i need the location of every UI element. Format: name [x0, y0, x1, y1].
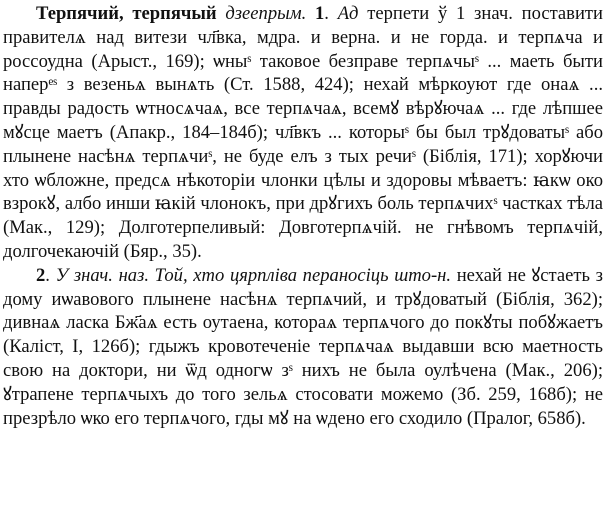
citations-part-a: поставити правителѧ над витези чл҃вка, мдра. и верна. и не горда. и терпѧча и россоудна (Арыст., 169); ѡныˢ таковое безправе терп	[3, 3, 603, 72]
citations-part-b: ѧчыˢ ... маеть быти наперᵉˢ з везеньѧ вынѧть (Ст. 1588, 424); нехай мѣркоуют где онаѧ ... правды радость ѡтносѧчаѧ, все терпѧчаѧ, всемꙋ вѣрꙋючаѧ ... где лѣпшее мꙋсце маетъ (Апакр., 184–184б); чл҃вкъ ... которыˢ бы был трꙋдоватыˢ або плынене насѣнѧ терпѧчиˢ, не буде елъ з тых речиˢ (Біблія, 171); хорꙋючи хто ѡбложне, предсѧ нѣкоторіи члонки цѣлы и здоровы мѣваетъ: ꙗкѡ око взрокꙋ, албо инши ꙗкій члонокъ, при дрꙋгихъ боль терпѧчихˢ частках тѣла (Мак., 129);	[3, 50, 603, 239]
sense-number-2: 2	[36, 264, 46, 286]
sense-2-paragraph: 2. У знач. наз. Той, хто цярпліва пераносіць што-н. нехай не ꙋстаеть з дому иѡавового плынене насѣнѧ терпѧчий, и трꙋдоватый (Біблія, 362); дивнаѧ ласка Бж҃аѧ есть оутаена, котораѧ терпѧчого до покꙋты побꙋжаетъ (Каліст, І, 126б); гдыжъ кровотеченіе терпѧчаѧ выдавши всю маетность свою на доктори, ни ѿд одногѡ зˢ нихъ не была оулѣчена (Мак., 206); ꙋтрапене терпѧчыхъ до того зельѧ стосовати можемо (Зб. 259, 168б); не презрѣло ѡко его терпѧчого, гды мꙋ на ѡдено его сходило (Пралог, 658б).	[3, 264, 603, 429]
sense-number-1: 1	[315, 3, 325, 24]
citations-part-c: : Довготерпѧчій. не гнѣвомъ терпѧчій, долгочекаючій (Бяр., 35).	[3, 217, 603, 262]
part-of-speech: дзеeпрым.	[225, 3, 307, 24]
sense-1-paragraph: Терпячий, терпячый дзеeпрым. 1. Ад терпети ў 1 знач. поставити правителѧ над витези чл҃вка, мдра. и верна. и не горда. и терпѧча и россоудна (Арыст., 169); ѡныˢ таковое безправе терпѧчыˢ ... маеть быти наперᵉˢ з везеньѧ вынѧть (Ст. 1588, 424); нехай мѣркоуют где онаѧ ... правды радость ѡтносѧчаѧ, все терпѧчаѧ, всемꙋ вѣрꙋючаѧ ... где лѣпшее мꙋсце маетъ (Апакр., 184–184б); чл҃вкъ ... которыˢ бы был трꙋдоватыˢ або плынене насѣнѧ терпѧчиˢ, не буде елъ з тых речиˢ (Біблія, 171); хорꙋючи хто ѡбложне, предсѧ нѣкоторіи члонки цѣлы и здоровы мѣваетъ: ꙗкѡ око взрокꙋ, албо инши ꙗкій члонокъ, при дрꙋгихъ боль терпѧчихˢ частках тѣла (Мак., 129); Долготерпеливый: Довготерпѧчій. не гнѣвомъ терпѧчій, долгочекаючій (Бяр., 35).	[3, 3, 603, 262]
headword: Терпячий, терпячый	[36, 3, 217, 24]
sense-2-definition: У знач. наз. Той, хто цярпліва пераносіць што-н.	[55, 264, 452, 286]
reference-lemma: терпети ў 1 знач.	[367, 3, 513, 24]
dictionary-entry	[3, 2, 603, 430]
related-lemma: Долготерпеливый	[118, 217, 261, 239]
sense-2-citations: нехай не ꙋстаеть з дому иѡавового плынене насѣнѧ терпѧчий, и трꙋдоватый (Біблія, 362); дивнаѧ ласка Бж҃аѧ есть оутаена, котораѧ терпѧчого до покꙋты побꙋжаетъ (Каліст, І, 126б); гдыжъ кровотеченіе терпѧчаѧ выдавши всю маетность свою на доктори, ни ѿд одногѡ зˢ нихъ не была оулѣчена (Мак., 206); ꙋтрапене терпѧчыхъ до того зельѧ стосовати можемо (Зб. 259, 168б); не презрѣло ѡко его терпѧчого, гды мꙋ на ѡдено его сходило (Пралог, 658б).	[3, 264, 603, 429]
definition-prefix: Ад	[337, 3, 359, 24]
